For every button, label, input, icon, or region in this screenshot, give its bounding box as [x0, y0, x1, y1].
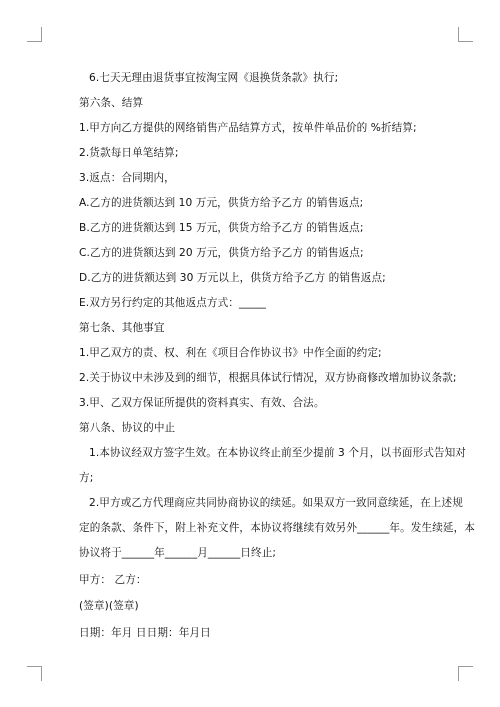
- crop-mark-bottom-left: [27, 666, 42, 667]
- crop-mark-bottom-right: [458, 666, 473, 667]
- crop-mark-top-left: [41, 27, 42, 42]
- clause-return-policy: 6.七天无理由退货事宜按淘宝网《退换货条款》执行;: [89, 72, 339, 84]
- rebate-item-c: C.乙方的进货额达到 20 万元，供货方给予乙方 的销售返点;: [79, 247, 364, 259]
- settlement-item-1: 1.甲方向乙方提供的网络销售产品结算方式，按单件单品价的 %折结算;: [79, 122, 417, 134]
- other-matters-item-3: 3.甲、乙双方保证所提供的资料真实、有效、合法。: [79, 397, 325, 409]
- other-matters-item-2: 2.关于协议中未涉及到的细节，根据具体试行情况，双方协商修改增加协议条款;: [79, 372, 457, 384]
- settlement-item-2: 2.货款每日单笔结算;: [79, 147, 179, 159]
- section-heading-termination: 第八条、协议的中止: [79, 422, 176, 434]
- signature-seals: (签章)(签章): [79, 600, 139, 612]
- crop-mark-bottom-left: [41, 666, 42, 681]
- section-heading-settlement: 第六条、结算: [79, 97, 144, 109]
- signature-parties: 甲方： 乙方：: [79, 574, 147, 586]
- crop-mark-top-right: [458, 41, 473, 42]
- termination-item-1: 1.本协议经双方签字生效。在本协议终止前至少提前 3 个月，以书面形式告知对: [89, 447, 466, 459]
- section-heading-other-matters: 第七条、其他事宜: [79, 322, 165, 334]
- settlement-item-3: 3.返点：合同期内，: [79, 172, 175, 184]
- crop-mark-top-right: [458, 27, 459, 42]
- termination-item-1-continued: 方;: [79, 472, 94, 484]
- other-matters-item-1: 1.甲乙双方的责、权、利在《项目合作协议书》中作全面的约定;: [79, 347, 382, 359]
- termination-item-2-continued: 定的条款、条件下，附上补充文件，本协议将继续有效另外______年。发生续延，本: [79, 522, 475, 534]
- termination-item-2: 2.甲方或乙方代理商应共同协商协议的续延。如果双方一致同意续延，在上述规: [89, 497, 463, 509]
- rebate-item-e: E.双方另行约定的其他返点方式：_____: [79, 297, 266, 309]
- rebate-item-a: A.乙方的进货额达到 10 万元，供货方给予乙方 的销售返点;: [79, 197, 364, 209]
- rebate-item-d: D.乙方的进货额达到 30 万元以上，供货方给予乙方 的销售返点;: [79, 272, 386, 284]
- rebate-item-b: B.乙方的进货额达到 15 万元，供货方给予乙方 的销售返点;: [79, 222, 364, 234]
- signature-dates: 日期：年月 日日期：年月日: [79, 627, 211, 639]
- termination-item-2-end: 协议将于______年______月______日终止;: [79, 547, 277, 559]
- crop-mark-bottom-right: [458, 666, 459, 681]
- crop-mark-top-left: [27, 41, 42, 42]
